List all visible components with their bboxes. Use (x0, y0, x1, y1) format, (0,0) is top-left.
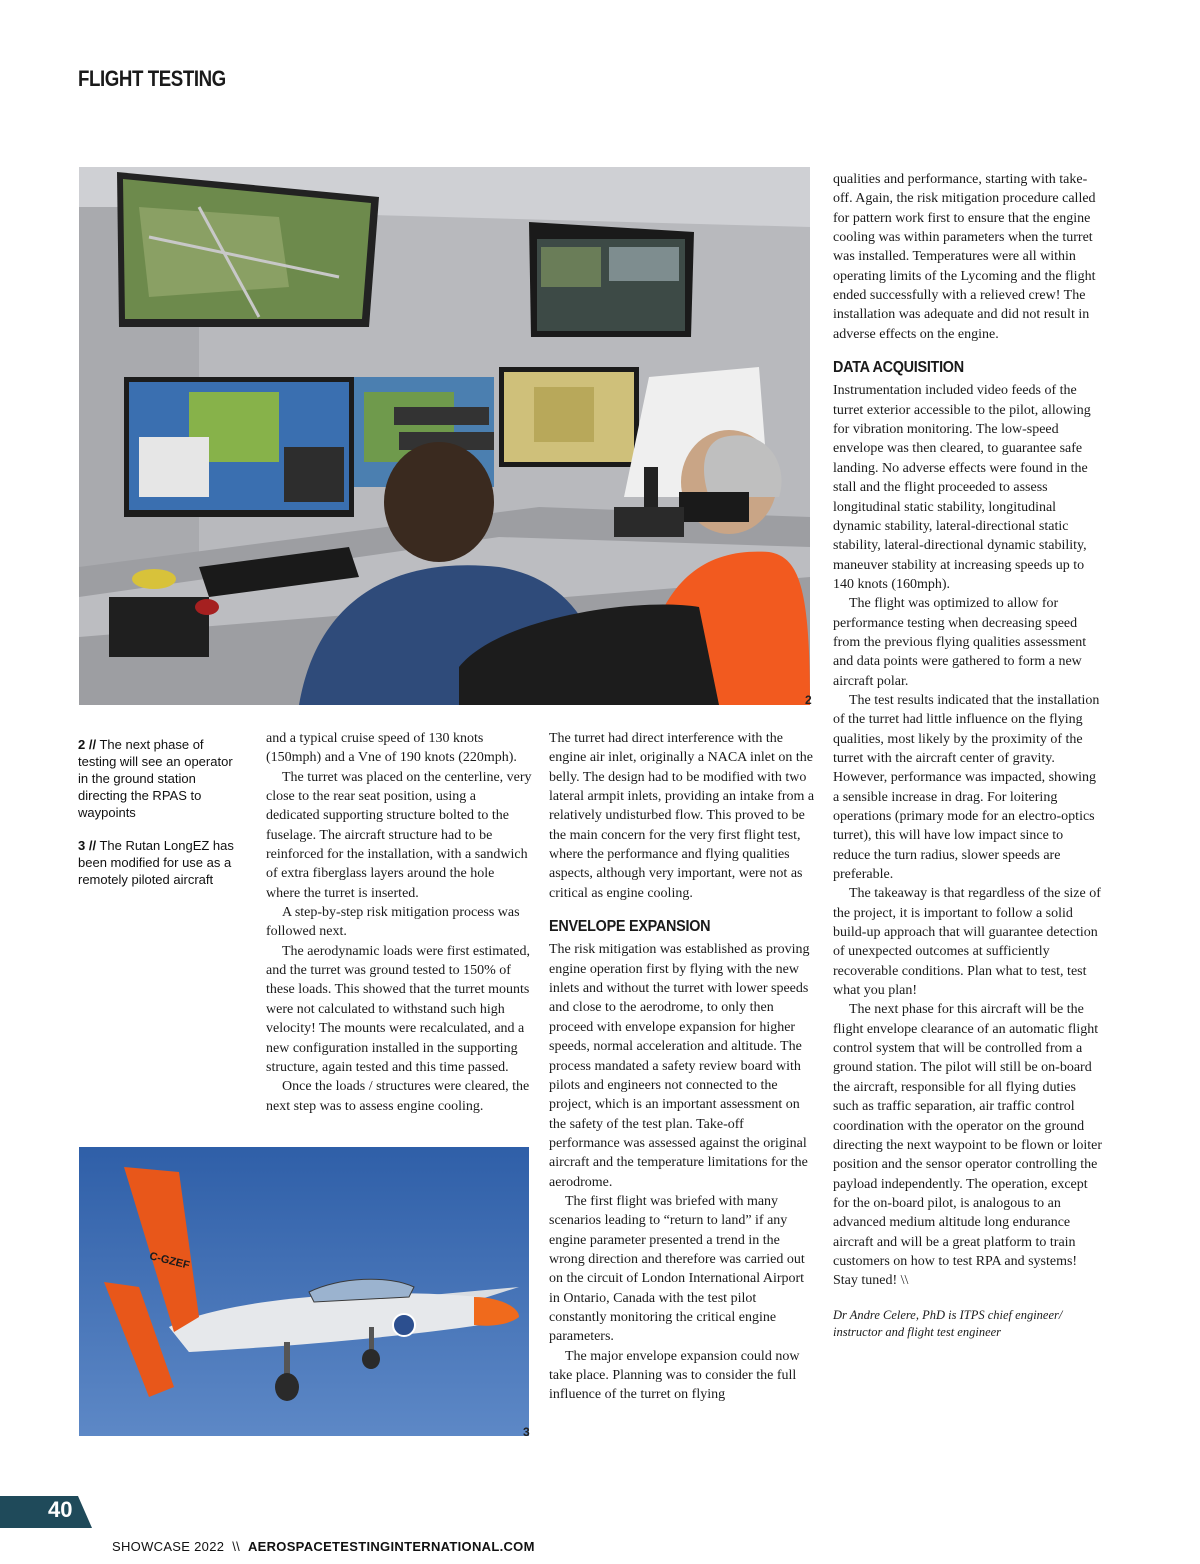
author-byline: Dr Andre Celere, PhD is ITPS chief engineer/ instructor and flight test engineer (833, 1307, 1063, 1339)
col1-paragraph: A step-by-step risk mitigation process was followed next. (266, 905, 520, 940)
caption-2 (78, 736, 243, 821)
page-number-tab (0, 1496, 92, 1528)
caption-2-text: The next phase of testing will see an operator in the ground station directing the RPAS to waypoints (78, 737, 233, 820)
article-column-3 (833, 170, 1103, 1341)
col3-paragraph: The next phase for this aircraft will be the flight envelope clearance of an automatic flight control system that will be controlled from a ground station. The pilot will still be on-board the aircraft, responsible for all flying duties such as traffic separation, air traffic control coordination with the operator on the ground directing the next waypoint to be flown or loiter position and the sensor operator controlling the payload independently. The operation, except for the on-board pilot, is analogous to an advanced medium altitude long endurance aircraft and will be a great platform to train customers on how to test RPA and systems! Stay tuned! \\ (833, 1002, 1103, 1289)
col3-paragraph: The takeaway is that regardless of the size of the project, it is important to follow a solid build-up approach that will guarantee detection of unexpected outcomes at sufficiently recoverable conditions. Plan what to test, test what you plan! (833, 886, 1101, 999)
page-number: 40 (48, 1497, 73, 1522)
section-label: FLIGHT TESTING (78, 66, 226, 91)
caption-2-number: 2 // (78, 737, 97, 752)
col1-paragraph: and a typical cruise speed of 130 knots (150mph) and a Vne of 190 knots (220mph). (266, 731, 517, 766)
col1-paragraph: The turret was placed on the centerline, very close to the rear seat position, using a dedicated supporting structure bolted to the fuselage. The aircraft structure had to be reinforced for the installation, with a sandwich of extra fiberglass layers around the hole where the turret is inserted. (266, 769, 532, 901)
col2-paragraph: The first flight was briefed with many scenarios leading to “return to land” if any engine parameter presented a trend in the wrong direction and therefore was carried out on the circuit of London International Airport in Ontario, Canada with the test pilot constantly monitoring the critical engine parameters. (549, 1193, 805, 1345)
caption-3-number: 3 // (78, 838, 97, 853)
col1-paragraph: Once the loads / structures were cleared, the next step was to assess engine cooling. (266, 1079, 530, 1114)
col3-paragraph: The test results indicated that the installation of the turret had little influence on the flying qualities, most likely by the proximity of the turret with the aircraft center of gravity. However, performance was impacted, showing a sensible increase in drag. For loitering operations (primary mode for an electro-optics turret), this will have low impact since to reduce the turn radius, slower speeds are preferable. (833, 692, 1100, 883)
caption-3 (78, 837, 243, 888)
caption-3-text: The Rutan LongEZ has been modified for use as a remotely piloted aircraft (78, 838, 234, 887)
ground-station-illustration (79, 167, 810, 705)
col2-paragraph: The major envelope expansion could now take place. Planning was to consider the full influence of the turret on flying (549, 1348, 800, 1403)
footer-publication (112, 1539, 535, 1554)
col1-paragraph: The aerodynamic loads were first estimated, and the turret was ground tested to 150% of these loads. This showed that the turret mounts were not calculated to withstand such high velocity! The mounts were recalculated, and a new configuration installed in the supporting structure, again tested and this time passed. (266, 943, 531, 1075)
col3-paragraph: Instrumentation included video feeds of the turret exterior accessible to the pilot, allowing for vibration monitoring. The low-speed envelope was then cleared, to guarantee safe landing. No adverse effects were found in the stall and the flight proceeded to assess longitudinal static stability, longitudinal dynamic stability, lateral-directional static stability, lateral-directional dynamic stability, maneuver stability at increasing speeds up to 140 knots (160mph). (833, 383, 1091, 592)
aircraft-registration: C-GZEF (148, 1250, 191, 1272)
longez-aircraft-illustration (79, 1147, 529, 1436)
footer-website: AEROSPACETESTINGINTERNATIONAL.COM (247, 1539, 535, 1554)
captions (78, 736, 243, 904)
figure-2-number: 2 (805, 693, 812, 707)
col2-paragraph: The risk mitigation was established as proving engine operation first by flying with the new inlets and without the turret with lower speeds and close to the aerodrome, to only then proceed with envelope expansion for higher speeds, normal acceleration and altitude. The process mandated a safety review board with pilots and engineers not connected to the project, which is an important assessment on the safety of the test plan. Take-off performance was assessed against the original aircraft and the temperature limitations for the aerodrome. (549, 942, 810, 1190)
col3-paragraph: qualities and performance, starting with take-off. Again, the risk mitigation procedure called for pattern work first to ensure that the engine cooling was within parameters when the turret was installed. Temperatures were all within operating limits of the Lycoming and the flight ended successfully with a relieved crew! The installation was adequate and did not result in adverse effects on the engine. (833, 172, 1096, 342)
footer-issue: SHOWCASE 2022 (112, 1539, 225, 1554)
col2-paragraph: The turret had direct interference with the engine air inlet, originally a NACA inlet on the belly. The design had to be modified with two lateral armpit inlets, providing an intake from a relatively undisturbed flow. This proved to be the main concern for the very first flight test, where the performance and flying qualities aspects, although very important, were not as critical as engine cooling. (549, 731, 815, 901)
ground-station-photo (79, 167, 810, 705)
figure-3-number: 3 (523, 1425, 530, 1439)
aircraft-photo (79, 1147, 529, 1436)
article-column-1 (266, 729, 532, 1116)
envelope-expansion-heading: ENVELOPE EXPANSION (549, 918, 711, 936)
data-acquisition-heading: DATA ACQUISITION (833, 359, 964, 377)
col3-paragraph: The flight was optimized to allow for performance testing when decreasing speed from the previous flying qualities assessment and data points were gathered to form a new aircraft polar. (833, 596, 1087, 689)
article-column-2 (549, 729, 815, 1405)
footer-separator: \\ (232, 1539, 241, 1554)
